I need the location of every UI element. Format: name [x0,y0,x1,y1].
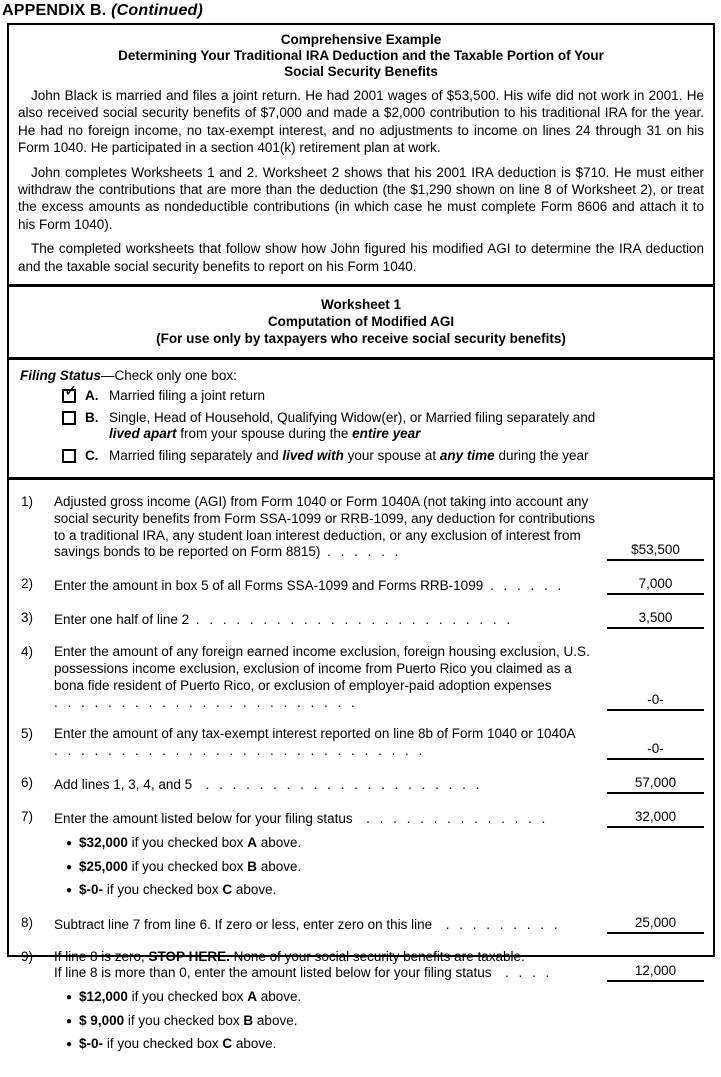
line-text: Enter the amount of any foreign earned income exclusion, foreign housing exclusion, U.S. possessions income exclusion, exclusion of income from Puerto Rico you claimed as a bona fide resident of Puerto Rico, or exclusion of employer-paid adoption expenses . . . . . . . . . . . . . . . . . . . . . . . [54,644,590,710]
line-7-options [66,835,704,900]
option-a-letter: A. [85,388,99,404]
dot-leader: . . . . . . . . . [432,916,561,932]
intro-paragraph-1: John Black is married and files a joint return. He had 2001 wages of $53,500. His wife did not work in 2001. He also received social security benefits of $7,000 and made a $2,000 contribution to his traditional IRA for the year. He had no foreign income, no tax-exempt interest, and no adjustments to income on lines 24 through 31 on his Form 1040. He participated in a section 401(k) retirement plan at work. [18,88,704,156]
line-text: Add lines 1, 3, 4, and 5 . . . . . . . . . . . . . . . . . . . . . [54,777,483,793]
line-amount: 7,000 [607,576,704,595]
worksheet-line-2 [21,576,704,595]
bullet-item: ● $-0- if you checked box C above. [66,1036,277,1052]
stop-here-emphasis: STOP HERE. [148,948,230,964]
bullet-item: ● $25,000 if you checked box B above. [66,858,302,874]
option-c-letter: C. [85,447,99,463]
worksheet-page-box [7,23,715,1052]
option-b-text: Single, Head of Household, Qualifying Widow(er), or Married filing separately and lived apart from your spouse during the entire year [109,409,596,442]
line-text: If line 8 is zero, STOP HERE. None of your social security benefits are taxable. If line 8 is more than 0, enter the amount listed below for your filing status . . . . [54,948,553,981]
dot-leader: . . . . . . . . . . . . . . [352,811,549,827]
worksheet-line-6 [21,775,704,794]
line-amount: 12,000 [607,963,704,982]
dot-leader: . . . . . . . . . . . . . . . . . . . . . . . [54,694,358,710]
dot-leader: . . . . . . . . . . . . . . . . . . . . . . . . [189,612,514,628]
worksheet-line-9 [21,949,704,1054]
option-c-emphasis-1: lived with [282,447,344,463]
dot-leader: . . . . . . [320,544,402,560]
line-amount: 32,000 [607,809,704,828]
worksheet-line-7 [21,809,704,900]
line-number: 6) [21,775,34,791]
line-number: 2) [21,576,34,592]
bullet-icon: ● [66,992,73,1004]
line-number: 7) [21,809,34,825]
dot-leader: . . . . . . . . . . . . . . . . . . . . . . . . . . . . [54,743,426,759]
bullet-icon: ● [66,861,73,873]
line-number: 9) [21,948,34,964]
example-title-line-3: Social Security Benefits [284,64,438,79]
option-b-emphasis-2: entire year [352,426,421,442]
example-title [18,32,704,80]
option-a-text: Married filing a joint return [109,388,266,404]
comprehensive-example-section [9,25,713,284]
appendix-label: APPENDIX B. [2,2,112,19]
worksheet-line-5 [21,726,704,760]
line-number: 5) [21,726,34,742]
dot-leader: . . . . [491,965,553,981]
option-b-emphasis-1: lived apart [109,426,177,442]
option-c-text: Married filing separately and lived with your spouse at any time during the year [109,447,589,463]
worksheet-title-line-2: Computation of Modified AGI [267,314,455,330]
worksheet-line-4 [21,644,704,711]
worksheet-lines-section [9,477,713,1077]
worksheet-line-1 [21,494,704,561]
worksheet-title [9,284,713,360]
checkbox-c[interactable] [62,449,76,463]
checkbox-a[interactable] [62,383,78,403]
bullet-item: ● $ 9,000 if you checked box B above. [66,1012,298,1028]
bullet-item: ● $12,000 if you checked box A above. [66,989,302,1005]
line-text: Enter the amount in box 5 of all Forms SSA-1099 and Forms RRB-1099 . . . . . . [54,578,565,594]
line-amount: -0- [607,692,704,711]
filing-status-heading [20,368,703,383]
intro-paragraph-2: John completes Worksheets 1 and 2. Worksheet 2 shows that his 2001 IRA deduction is $710. He must either withdraw the contributions that are more than the deduction (the $1,290 shown on line 8 of Worksheet 2), or treat the excess amounts as nondeductible contributions (in which case he must complete Form 8606 and attach it to his Form 1040). [18,164,704,232]
dot-leader: . . . . . . . . . . . . . . . . . . . . . [192,777,483,793]
filing-status-label: Filing Status [20,368,101,384]
bullet-icon: ● [66,1015,73,1027]
filing-option-c [62,448,703,465]
line-text: Enter the amount of any tax-exempt interest reported on line 8b of Form 1040 or 1040A . . . . . . . . . . . . . . . . . . . . . . . . . . . . [54,726,576,759]
page-heading [0,0,721,23]
worksheet-title-line-3: (For use only by taxpayers who receive social security benefits) [156,331,566,347]
filing-option-a [62,383,703,405]
checkbox-b[interactable] [62,411,76,425]
line-number: 4) [21,644,34,660]
filing-option-b [62,410,703,443]
intro-paragraph-3: The completed worksheets that follow show how John figured his modified AGI to determine the IRA deduction and the taxable social security benefits to report on his Form 1040. [18,241,704,274]
dot-leader: . . . . . . [483,578,565,594]
filing-status-instruction: —Check only one box: [101,368,237,384]
line-amount: 57,000 [607,775,704,794]
example-title-line-2: Determining Your Traditional IRA Deduction and the Taxable Portion of Your [118,48,604,63]
option-b-letter: B. [85,409,99,425]
line-amount: $53,500 [607,542,704,561]
line-text: Adjusted gross income (AGI) from Form 1040 or Form 1040A (not taking into account any social security benefits from Form SSA-1099 or RRB-1099, any deduction for contributions to a traditional IRA, any student loan interest deduction, or any exclusion of interest from savings bonds to be reported on Form 8815) . . . . . . [54,494,596,560]
continued-label: (Continued) [111,2,204,19]
checkmark-icon: ✓ [64,383,78,401]
bullet-icon: ● [66,1039,73,1051]
line-text: Enter the amount listed below for your filing status . . . . . . . . . . . . . . [54,811,549,827]
bullet-icon: ● [66,885,73,897]
line-amount: 25,000 [607,915,704,934]
line-text: Subtract line 7 from line 6. If zero or less, enter zero on this line . . . . . . . . . [54,916,561,932]
line-number: 3) [21,610,34,626]
line-9-options [66,989,704,1054]
option-c-emphasis-2: any time [439,447,495,463]
bullet-icon: ● [66,838,73,850]
line-number: 1) [21,494,34,510]
example-title-line-1: Comprehensive Example [280,32,442,47]
filing-status-section [9,360,713,477]
worksheet-title-line-1: Worksheet 1 [320,297,402,313]
line-number: 8) [21,914,34,930]
line-amount: 3,500 [607,610,704,629]
worksheet-line-8 [21,915,704,934]
bullet-item: ● $-0- if you checked box C above. [66,882,277,898]
line-amount: -0- [607,741,704,760]
line-text: Enter one half of line 2 . . . . . . . . . . . . . . . . . . . . . . . . [54,612,514,628]
bullet-item: ● $32,000 if you checked box A above. [66,835,302,851]
worksheet-line-3 [21,610,704,629]
